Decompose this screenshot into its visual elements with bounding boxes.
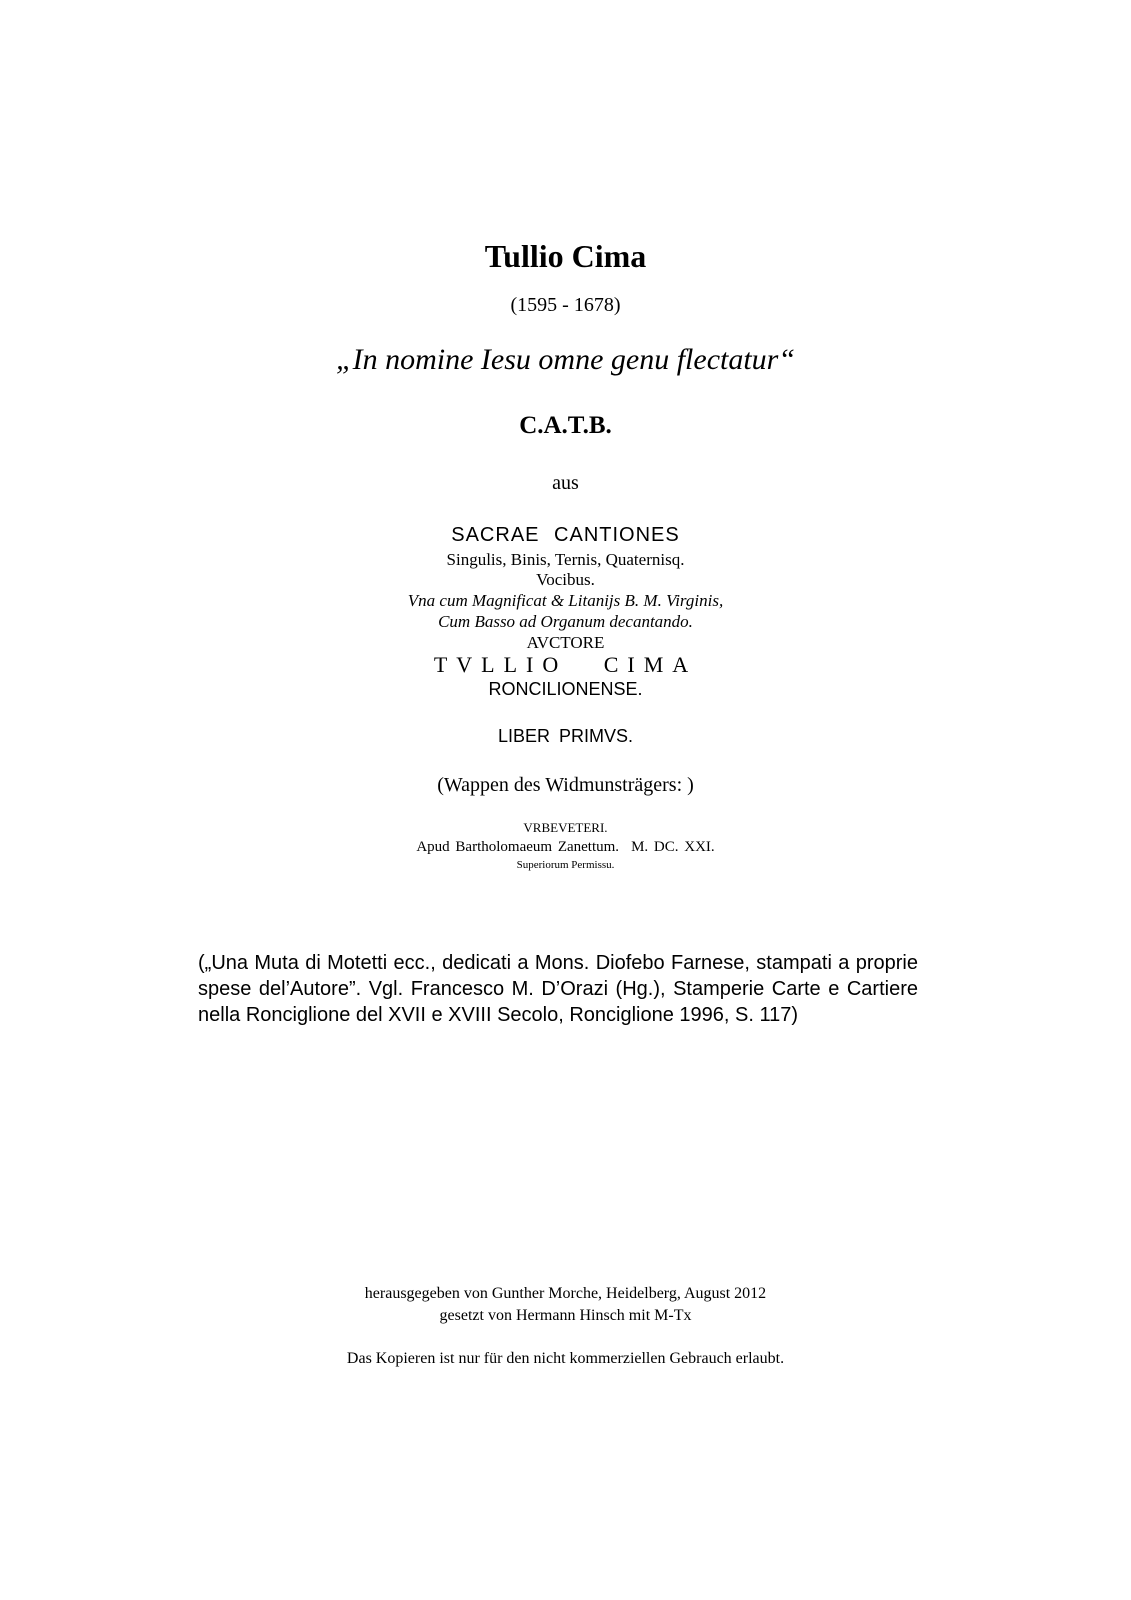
source-permission: Superiorum Permissu. <box>516 859 615 871</box>
aus-label: aus <box>552 472 579 494</box>
source-place: VRBEVETERI. <box>523 820 608 835</box>
source-voices: Singulis, Binis, Ternis, Quaternisq. <box>446 550 685 569</box>
motet-title: „In nomine Iesu omne genu flectatur“ <box>335 343 796 376</box>
composer-dates: (1595 - 1678) <box>510 294 621 316</box>
source-auctore: AVCTORE <box>526 633 605 652</box>
source-origin: RONCILIONENSE. <box>488 679 643 699</box>
source-vocibus: Vocibus. <box>536 570 595 589</box>
source-imprint <box>0 839 1131 856</box>
source-author: TVLLIO CIMA <box>433 652 698 677</box>
footer-typeset: gesetzt von Hermann Hinsch mit M-Tx <box>439 1307 692 1324</box>
source-liber: LIBER PRIMVS. <box>497 726 634 746</box>
source-printer: Apud Bartholomaeum Zanettum. <box>416 839 620 855</box>
bibliographic-note: („Una Muta di Motetti ecc., dedicati a Mons. Diofebo Farnese, stampati a proprie spese del’Autore”. Vgl. Francesco M. D’Orazi (Hg.), Stamperie Carte e Cartiere nella Ronciglione del XVII e XVIII Secolo, Ronciglione 1996, S. 117) <box>198 952 918 1026</box>
source-year: M. DC. XXI. <box>631 839 715 855</box>
footer-copyright: Das Kopieren ist nur für den nicht kommerziellen Gebrauch erlaubt. <box>346 1350 785 1367</box>
voicing: C.A.T.B. <box>519 412 612 439</box>
source-title: SACRAE CANTIONES <box>451 524 680 546</box>
source-vna: Vna cum Magnificat & Litanijs B. M. Virginis, <box>407 591 724 610</box>
footer-publisher: herausgegeben von Gunther Morche, Heidelberg, August 2012 <box>364 1285 767 1302</box>
source-cum-basso: Cum Basso ad Organum decantando. <box>438 612 693 631</box>
coat-of-arms-note: (Wappen des Widmunsträgers: ) <box>437 774 694 796</box>
composer-name: Tullio Cima <box>484 238 647 274</box>
